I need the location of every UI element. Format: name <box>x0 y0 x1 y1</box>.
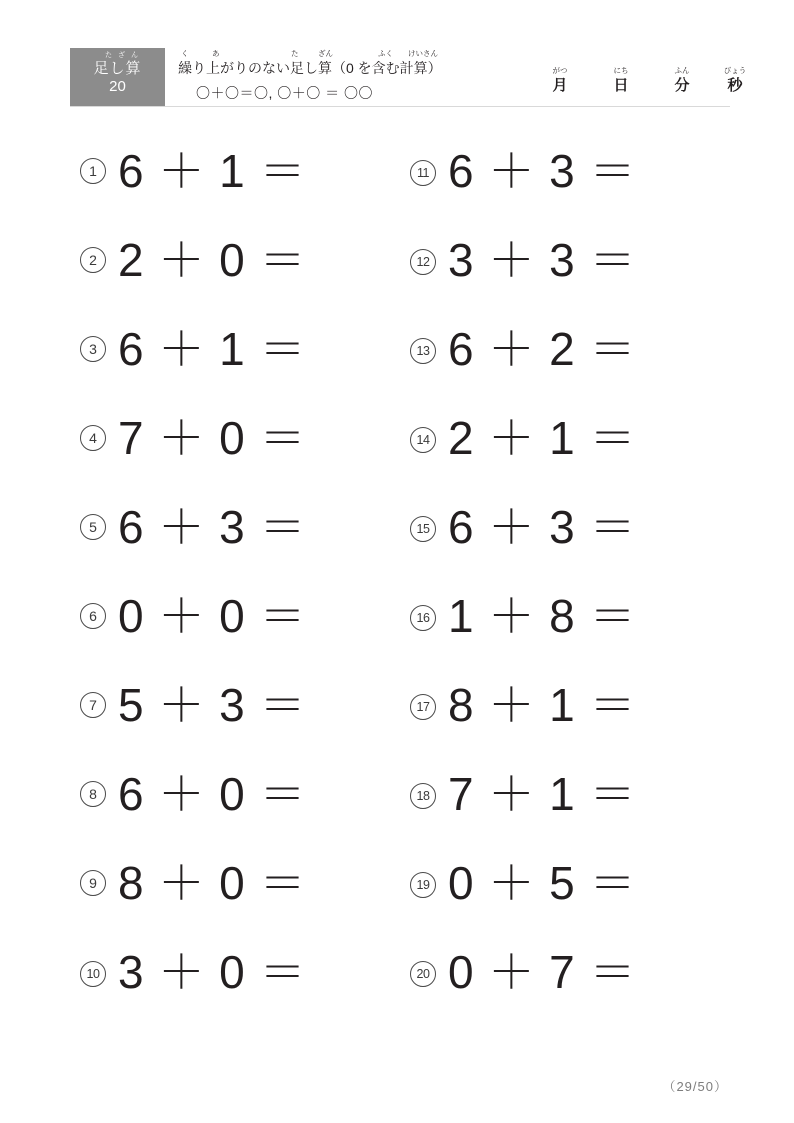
month-label: 月 <box>552 77 568 94</box>
problem-index: 9 <box>78 870 108 900</box>
subject-block <box>178 48 508 103</box>
month-ruby: がつ <box>552 66 568 75</box>
subject-ruby-1: く <box>181 49 189 58</box>
day-label: 日 <box>613 77 629 94</box>
subject-title: 繰り上がりのない足し算（0 を含む計算） <box>178 60 442 76</box>
title-main: 足し算 <box>93 60 142 77</box>
problem-item <box>70 306 400 395</box>
problem-column-left <box>70 128 400 1018</box>
problem-index: 11 <box>408 158 438 188</box>
problem-item <box>70 751 400 840</box>
problem-item <box>70 662 400 751</box>
problem-item <box>400 751 730 840</box>
problem-expression: 0 ＋ 0 ＝ <box>118 590 307 642</box>
problem-item <box>400 128 730 217</box>
problem-expression: 6 ＋ 2 ＝ <box>448 323 637 375</box>
problem-index: 12 <box>408 247 438 277</box>
subject-ruby-6: けいさん <box>408 49 438 58</box>
problem-item <box>70 929 400 1018</box>
problem-index: 5 <box>78 514 108 544</box>
title-number: 20 <box>109 78 126 95</box>
problem-index: 4 <box>78 425 108 455</box>
title-ruby: たざん <box>105 52 144 59</box>
problem-expression: 2 ＋ 1 ＝ <box>448 412 637 464</box>
problem-expression: 6 ＋ 3 ＝ <box>118 501 307 553</box>
problem-expression: 8 ＋ 0 ＝ <box>118 857 307 909</box>
problem-expression: 0 ＋ 7 ＝ <box>448 946 637 998</box>
minute-label: 分 <box>674 77 690 94</box>
date-unit-month <box>540 66 580 96</box>
minute-ruby: ふん <box>674 66 690 75</box>
problem-item <box>70 484 400 573</box>
problem-index: 19 <box>408 870 438 900</box>
problem-expression: 6 ＋ 0 ＝ <box>118 768 307 820</box>
date-unit-second <box>715 66 755 96</box>
problem-item <box>70 573 400 662</box>
problem-expression: 2 ＋ 0 ＝ <box>118 234 307 286</box>
problem-item <box>400 217 730 306</box>
subject-ruby-4: ざん <box>318 49 333 58</box>
page-number: （29/50） <box>662 1079 728 1094</box>
problem-expression: 3 ＋ 0 ＝ <box>118 946 307 998</box>
problem-item <box>400 306 730 395</box>
problem-index: 10 <box>78 959 108 989</box>
problem-index: 7 <box>78 692 108 722</box>
problem-index: 20 <box>408 959 438 989</box>
subject-formula: 〇＋〇＝〇, 〇＋〇 ＝ 〇〇 <box>196 85 374 101</box>
problem-expression: 7 ＋ 1 ＝ <box>448 768 637 820</box>
problem-item <box>70 840 400 929</box>
problem-column-right <box>400 128 730 1018</box>
problem-expression: 1 ＋ 8 ＝ <box>448 590 637 642</box>
problem-expression: 3 ＋ 3 ＝ <box>448 234 637 286</box>
problem-item <box>400 662 730 751</box>
problem-item <box>400 929 730 1018</box>
problem-index: 14 <box>408 425 438 455</box>
title-badge <box>70 48 165 106</box>
subject-ruby-5: ふく <box>378 49 393 58</box>
problem-expression: 0 ＋ 5 ＝ <box>448 857 637 909</box>
problem-expression: 6 ＋ 3 ＝ <box>448 501 637 553</box>
day-ruby: にち <box>613 66 629 75</box>
worksheet-header <box>70 48 747 106</box>
problem-item <box>400 573 730 662</box>
problem-index: 3 <box>78 336 108 366</box>
problem-index: 1 <box>78 158 108 188</box>
problem-index: 15 <box>408 514 438 544</box>
problem-expression: 6 ＋ 1 ＝ <box>118 323 307 375</box>
problem-expression: 5 ＋ 3 ＝ <box>118 679 307 731</box>
problem-index: 13 <box>408 336 438 366</box>
date-time-fields <box>470 66 747 106</box>
problem-index: 6 <box>78 603 108 633</box>
problem-index: 8 <box>78 781 108 811</box>
problem-item <box>70 395 400 484</box>
subject-ruby-2: あ <box>212 49 220 58</box>
header-divider <box>70 106 730 107</box>
second-label: 秒 <box>727 77 743 94</box>
problem-item <box>70 128 400 217</box>
second-ruby: びょう <box>723 66 747 75</box>
problem-item <box>70 217 400 306</box>
problem-expression: 6 ＋ 1 ＝ <box>118 145 307 197</box>
problem-index: 16 <box>408 603 438 633</box>
problem-expression: 6 ＋ 3 ＝ <box>448 145 637 197</box>
problem-item <box>400 395 730 484</box>
problem-expression: 7 ＋ 0 ＝ <box>118 412 307 464</box>
subject-ruby-row <box>178 48 508 59</box>
problem-item <box>400 840 730 929</box>
problem-index: 2 <box>78 247 108 277</box>
problem-index: 18 <box>408 781 438 811</box>
date-unit-day <box>601 66 641 96</box>
problem-item <box>400 484 730 573</box>
problem-expression: 8 ＋ 1 ＝ <box>448 679 637 731</box>
problem-index: 17 <box>408 692 438 722</box>
subject-ruby-3: た <box>291 49 299 58</box>
date-unit-minute <box>662 66 702 96</box>
